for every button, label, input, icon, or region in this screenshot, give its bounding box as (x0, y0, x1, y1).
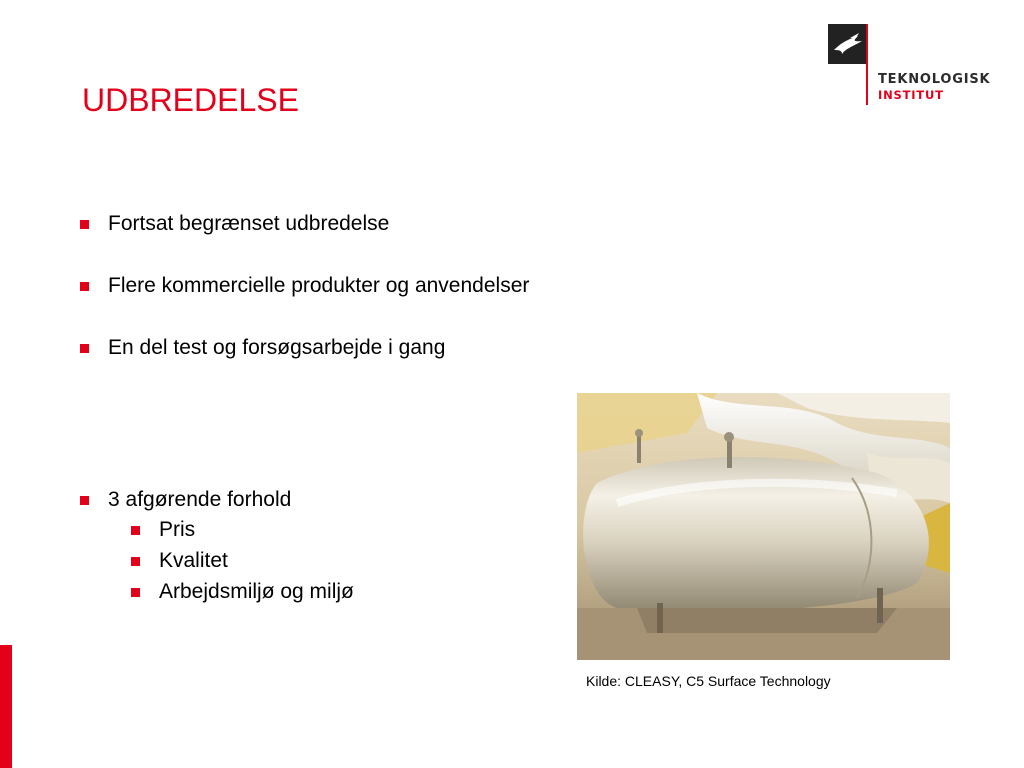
slide-title: UDBREDELSE (82, 82, 299, 118)
sub-bullet-item (131, 580, 354, 604)
image-caption: Kilde: CLEASY, C5 Surface Technology (586, 673, 831, 689)
sub-bullet-text: Kvalitet (159, 549, 228, 572)
bullet-square-icon (131, 526, 140, 535)
bullet-text: Flere kommercielle produkter og anvendelser (108, 274, 530, 297)
bullet-item (80, 274, 529, 298)
teknologisk-institut-logo (828, 24, 998, 104)
bullet-item-conditions (80, 488, 291, 512)
bullet-text: Fortsat begrænset udbredelse (108, 212, 390, 235)
bullet-text: 3 afgørende forhold (108, 488, 292, 511)
logo-text-line1: TEKNOLOGISK (878, 72, 991, 87)
bullet-square-icon (80, 496, 89, 505)
bullet-square-icon (131, 557, 140, 566)
sub-bullet-item (131, 518, 195, 542)
bullet-item (80, 336, 445, 360)
bullet-square-icon (131, 588, 140, 597)
sub-bullet-item (131, 549, 228, 573)
bullet-text: En del test og forsøgsarbejde i gang (108, 336, 446, 359)
bullet-square-icon (80, 344, 89, 353)
bullet-square-icon (80, 282, 89, 291)
logo-divider (866, 24, 868, 105)
tank-photo-image (577, 393, 950, 660)
tank-photo (577, 393, 950, 660)
bullet-square-icon (80, 220, 89, 229)
sub-bullet-text: Arbejdsmiljø og miljø (159, 580, 354, 603)
bird-logo-icon (828, 24, 868, 64)
bullet-item (80, 212, 389, 236)
sub-bullet-text: Pris (159, 518, 196, 541)
accent-bar (0, 645, 12, 768)
logo-text-line2: INSTITUT (878, 88, 944, 102)
